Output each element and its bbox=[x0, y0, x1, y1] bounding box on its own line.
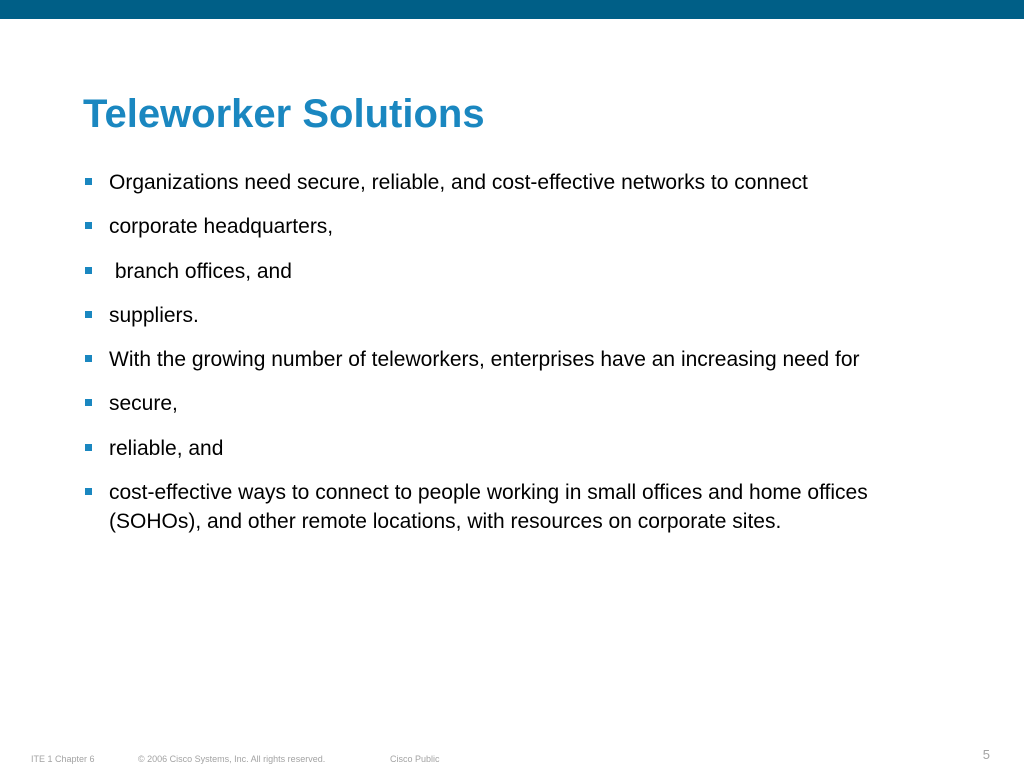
bullet-text: secure, bbox=[109, 392, 178, 416]
bullet-text: branch offices, and bbox=[109, 259, 292, 283]
bullet-text: corporate headquarters, bbox=[109, 215, 334, 239]
square-bullet-icon bbox=[85, 311, 92, 318]
footer-course-label: ITE 1 Chapter 6 bbox=[31, 754, 95, 764]
bullet-item-suppliers bbox=[83, 301, 943, 330]
bullet-item-networks bbox=[83, 168, 943, 197]
square-bullet-icon bbox=[85, 222, 92, 229]
slide-title: Teleworker Solutions bbox=[83, 92, 485, 136]
bullet-text: reliable, and bbox=[109, 436, 224, 460]
bullet-item-cost-effective bbox=[83, 478, 943, 536]
square-bullet-icon bbox=[85, 267, 92, 274]
header-bar bbox=[0, 0, 1024, 19]
square-bullet-icon bbox=[85, 488, 92, 495]
square-bullet-icon bbox=[85, 399, 92, 406]
square-bullet-icon bbox=[85, 178, 92, 185]
square-bullet-icon bbox=[85, 355, 92, 362]
bullet-item-teleworkers bbox=[83, 345, 943, 374]
bullet-text: suppliers. bbox=[109, 303, 199, 327]
bullet-text: Organizations need secure, reliable, and cost-effective networks to connect bbox=[109, 171, 808, 194]
footer-copyright: © 2006 Cisco Systems, Inc. All rights reserved. bbox=[138, 754, 326, 764]
page-number: 5 bbox=[982, 747, 990, 762]
bullet-text: cost-effective ways to connect to people working in small offices and home offices (SOHOs), and other remote locations, with resources on corporate sites. bbox=[109, 481, 874, 534]
bullet-item-branch-offices bbox=[83, 257, 943, 286]
bullet-text: With the growing number of teleworkers, enterprises have an increasing need for bbox=[109, 348, 860, 372]
bullet-item-secure bbox=[83, 389, 943, 418]
bullet-item-reliable bbox=[83, 434, 943, 463]
bullet-item-headquarters bbox=[83, 212, 943, 241]
footer-classification: Cisco Public bbox=[390, 754, 440, 764]
bullet-list bbox=[83, 168, 943, 551]
square-bullet-icon bbox=[85, 444, 92, 451]
